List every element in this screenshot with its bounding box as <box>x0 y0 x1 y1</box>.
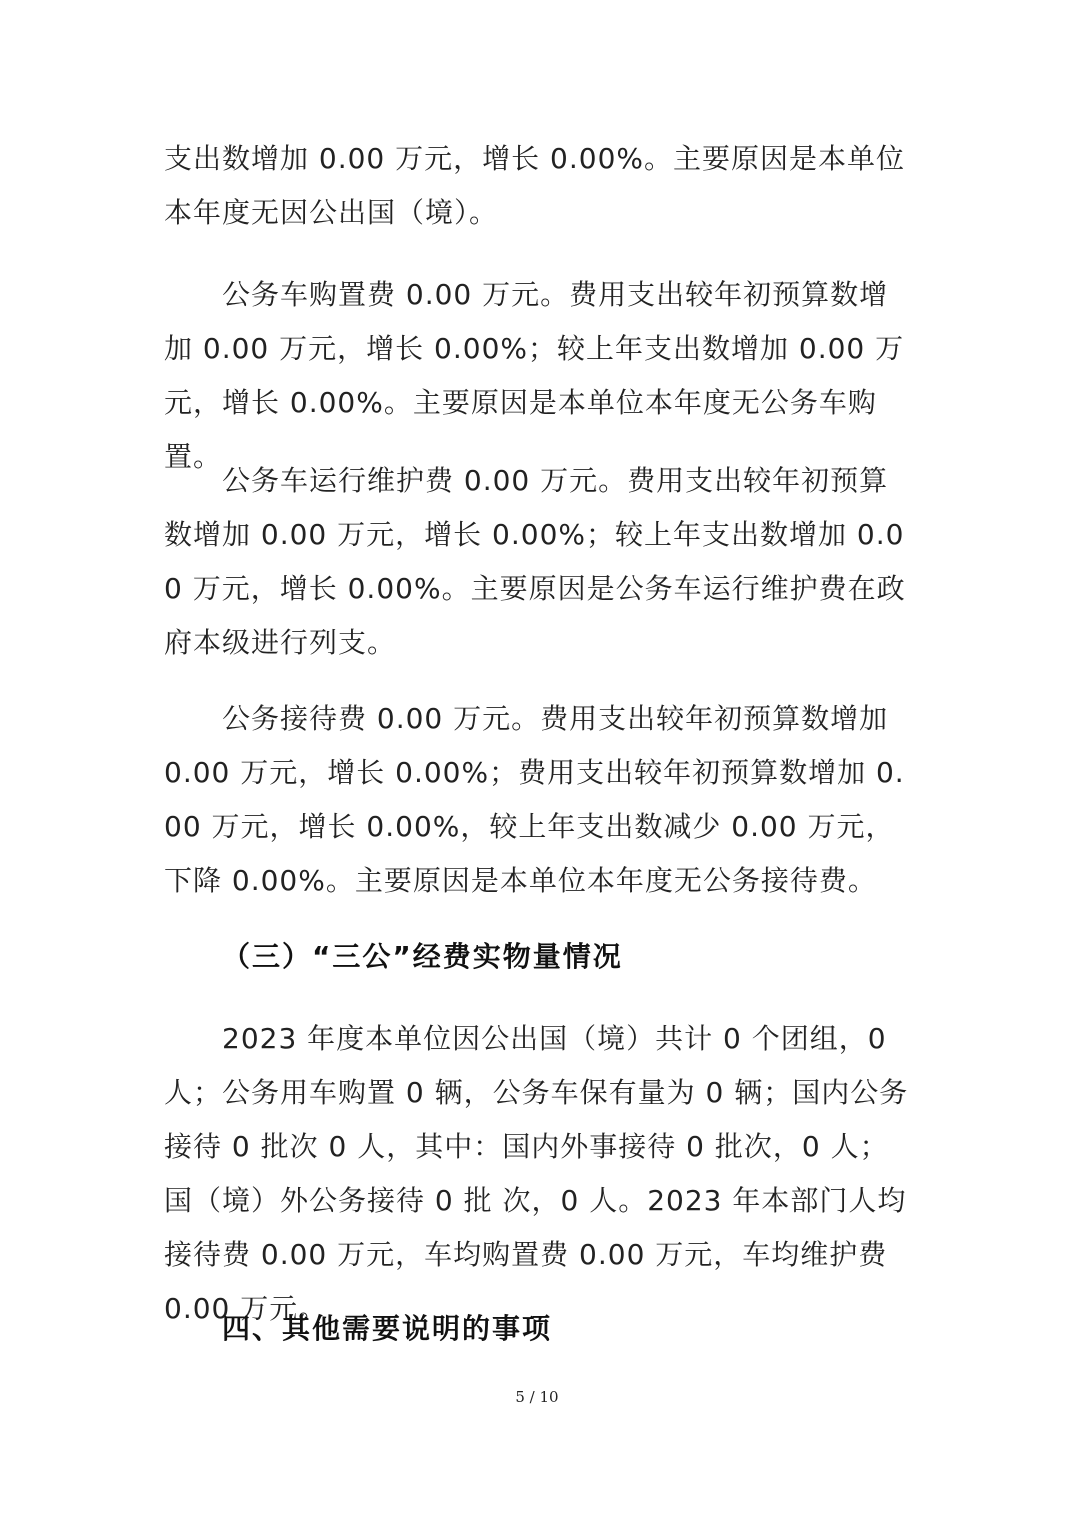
paragraph-vehicle-maintenance: 公务车运行维护费 0.00 万元。费用支出较年初预算数增加 0.00 万元，增长 0.00%；较上年支出数增加 0.00 万元，增长 0.00%。主要原因是公务车运行维护费在政府本级进行列支。 <box>164 464 906 659</box>
paragraph-overseas-continued: 支出数增加 0.00 万元，增长 0.00%。主要原因是本单位本年度无因公出国（境）。 <box>164 142 905 229</box>
section-heading-other-matters: 四、其他需要说明的事项 <box>222 1312 553 1345</box>
page-number: 5 / 10 <box>515 1388 559 1406</box>
paragraph-vehicle-purchase: 公务车购置费 0.00 万元。费用支出较年初预算数增加 0.00 万元，增长 0.00%；较上年支出数增加 0.00 万元，增长 0.00%。主要原因是本单位本年度无公务车购置。 <box>164 278 905 473</box>
paragraph-official-reception: 公务接待费 0.00 万元。费用支出较年初预算数增加 0.00 万元，增长 0.00%；费用支出较年初预算数增加 0.00 万元，增长 0.00%，较上年支出数减少 0.00 万元，下降 0.00%。主要原因是本单位本年度无公务接待费。 <box>164 702 905 897</box>
section-heading-three-public: （三）“三公”经费实物量情况 <box>222 940 623 973</box>
paragraph-physical-quantity: 2023 年度本单位因公出国（境）共计 0 个团组，0 人；公务用车购置 0 辆，公务车保有量为 0 辆；国内公务接待 0 批次 0 人，其中：国内外事接待 0 批次，0 人；国（境）外公务接待 0 批 次，0 人。2023 年本部门人均接待费 0.00 万元，车均购置费 0.00 万元，车均维护费 0.00 万元。 <box>164 1022 909 1325</box>
